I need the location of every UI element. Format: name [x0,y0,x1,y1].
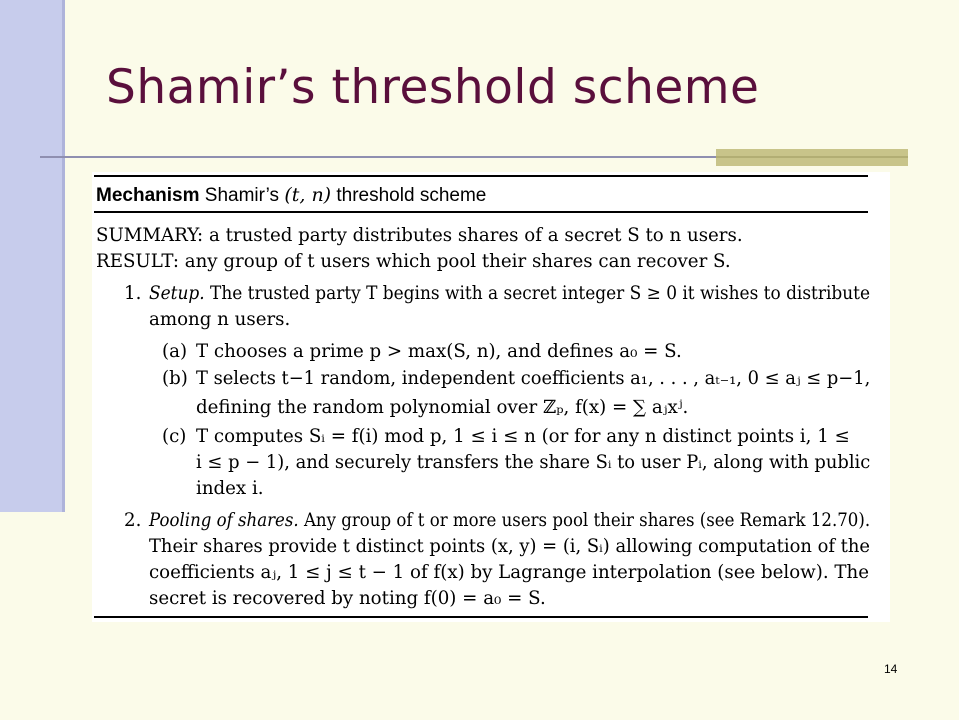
substep-b-text-cont: defining the random polynomial over ℤₚ, f(x) = ∑ aⱼxʲ. [196,397,689,418]
title-underline [40,156,720,158]
step1-line [149,285,870,303]
mechanism-label: Mechanism [96,185,200,206]
step2-number: 2. [124,510,142,531]
result-line: RESULT: any group of t users which pool their shares can recover S. [96,251,731,272]
mechanism-heading [96,184,486,207]
step2-line [149,512,870,530]
substep-c-text: T computes Sᵢ = f(i) mod p, 1 ≤ i ≤ n (or for any n distinct points i, 1 ≤ [196,426,850,447]
substep-c-text-cont: i ≤ p − 1), and securely transfers the share Sᵢ to user Pᵢ, along with public [196,452,871,473]
left-accent-bar [0,0,64,512]
step1-number: 1. [124,283,142,304]
substep-c-text-end: index i. [196,478,264,499]
left-accent-edge [62,0,65,512]
panel-header-rule [94,211,868,213]
step2-text-d: secret is recovered by noting f(0) = a₀ = S. [149,588,546,609]
substep-a-label: (a) [162,341,188,362]
panel-bottom-rule [94,616,868,618]
substep-b-label: (b) [162,368,188,389]
substep-c-label: (c) [162,426,187,447]
slide-title: Shamir’s threshold scheme [106,60,760,115]
mechanism-name-prefix: Shamir’s [204,185,285,206]
step1-heading: Setup. [149,283,205,304]
step1-text-cont: among n users. [149,309,291,330]
step2-text: Any group of t or more users pool their shares (see Remark 12.70). [303,510,871,531]
mechanism-name-suffix: threshold scheme [331,185,487,206]
step2-text-c: coefficients aⱼ, 1 ≤ j ≤ t − 1 of f(x) by Lagrange interpolation (see below). The [149,562,870,583]
substep-b-text: T selects t−1 random, independent coefficients a₁, . . . , aₜ₋₁, 0 ≤ aⱼ ≤ p−1, [196,368,871,389]
panel-top-rule [94,175,868,177]
step2-text-b: Their shares provide t distinct points (x, y) = (i, Sᵢ) allowing computation of the [149,536,870,557]
title-underline-accent-stripe [716,156,908,158]
summary-line: SUMMARY: a trusted party distributes shares of a secret S to n users. [96,225,743,246]
mechanism-params: (t, n) [284,184,332,206]
page-number: 14 [884,662,898,676]
step2-heading: Pooling of shares. [149,510,299,531]
step1-text: The trusted party T begins with a secret integer S ≥ 0 it wishes to distribute [210,283,870,304]
substep-a-text: T chooses a prime p > max(S, n), and defines a₀ = S. [196,341,682,362]
